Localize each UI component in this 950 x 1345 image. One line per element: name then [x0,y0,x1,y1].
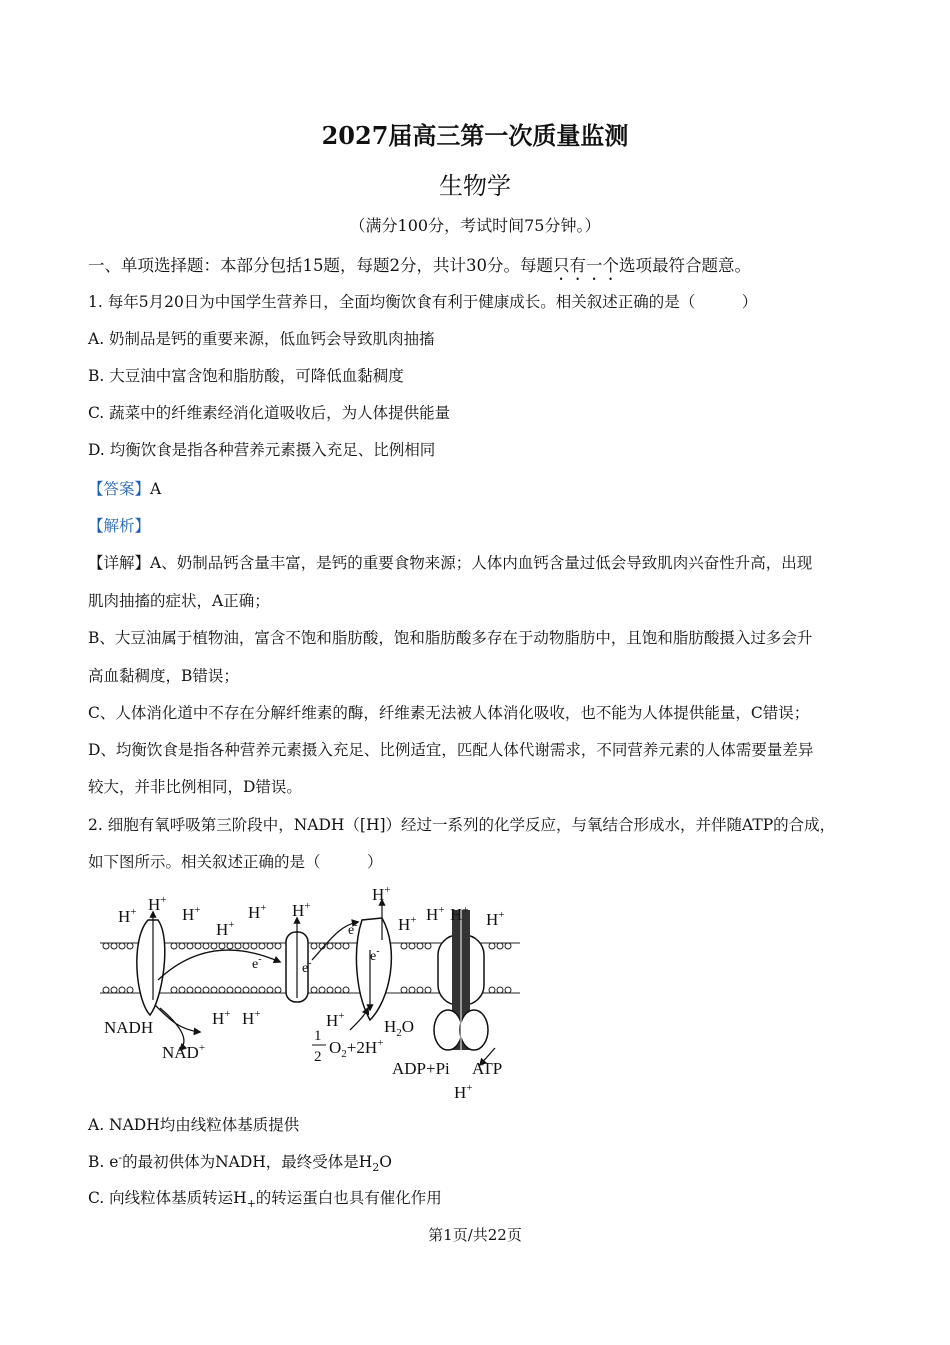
q2-option-c: C. 向线粒体基质转运$H_+$的转运蛋白也具有催化作用 [88,1189,442,1211]
adp-label: ADP+Pi [392,1059,450,1078]
q1-option-a: A. 奶制品是钙的重要来源，低血钙会导致肌肉抽搐 [88,330,435,348]
atp-label: ATP [472,1059,503,1078]
answer-value: A [150,480,162,498]
section-text-before: 一、单项选择题：本部分包括15题，每题2分，共计30分。每题 [88,256,553,275]
h-ion-label: H+ [182,904,201,924]
q1-detail-line: B、大豆油属于植物油，富含不饱和脂肪酸，饱和脂肪酸多存在于动物脂肪中，且饱和脂肪酸摄入过多会升 [88,629,813,647]
h-ion-label: H+ [398,914,417,934]
q2-option-a: A. NADH均由线粒体基质提供 [88,1116,300,1134]
page-footer: 第1页/共22页 [428,1226,522,1244]
fraction-denominator: 2 [314,1049,322,1065]
nadh-label: NADH [104,1018,154,1037]
electron-label: e- [370,946,380,964]
answer-tag: 【答案】 [88,480,151,498]
h-ion-label: H+ [148,894,167,914]
exam-note: （满分100分，考试时间75分钟。） [349,216,601,235]
q2-stem-line2: 如下图所示。相关叙述正确的是（ ） [88,853,383,871]
q1-answer [88,477,161,499]
electron-label: e- [252,954,262,972]
h-ion-label: H+ [426,904,445,924]
q1-detail-line: 较大，并非比例相同，D错误。 [88,778,302,796]
detail-tag: 【详解】 [88,554,151,572]
q1-stem: 1. 每年5月20日为中国学生营养日，全面均衡饮食有利于健康成长。相关叙述正确的是（ ） [88,293,758,311]
exam-title: 2027届高三第一次质量监测 [321,121,629,150]
q1-detail-line: D、均衡饮食是指各种营养元素摄入充足、比例适宜，匹配人体代谢需求，不同营养元素的人体需要量差异 [88,741,814,759]
section-heading [88,252,751,284]
nad-label: NAD+ [162,1042,206,1062]
q1-detail-line: 肌肉抽搐的症状，A正确； [88,592,270,610]
electron-label: e- [348,920,358,938]
q2-stem-line1: 2. 细胞有氧呼吸第三阶段中，NADH（[H]）经过一系列的化学反应，与氧结合形成水，并伴随ATP的合成， [88,816,836,834]
h-ion-label: H+ [118,906,137,926]
h-ion-label: H+ [248,902,267,922]
q1-option-d: D. 均衡饮食是指各种营养元素摄入充足、比例相同 [88,441,436,459]
q1-option-c: C. 蔬菜中的纤维素经消化道吸收后，为人体提供能量 [88,404,451,422]
electron-label: e- [302,958,312,976]
oxygen-label: $O_2+2H^+$ [329,1037,384,1060]
section-text-after: 选项最符合题意。 [619,256,751,275]
h-ion-label: H+ [292,900,311,920]
h-ion-label: H+ [454,1082,473,1102]
section-emphasis: 只有一个 [553,256,619,275]
fraction-numerator: 1 [314,1028,322,1044]
q1-option-b: B. 大豆油中富含饱和脂肪酸，可降低血黏稠度 [88,367,404,385]
q1-detail-line: 高血黏稠度，B错误； [88,667,239,685]
subject-title: 生物学 [439,172,511,200]
h-ion-label: H+ [326,1010,345,1030]
h-ion-label: H+ [212,1008,231,1028]
q2-option-b: B. e-的最初供体为NADH，最终受体是$H_2O$ [88,1150,392,1175]
complex-iv [356,918,391,1020]
q1-analysis-tag: 【解析】 [88,517,151,535]
electron-transport-figure [100,880,520,1105]
h-ion-label: H+ [242,1008,261,1028]
h2o-label: $H_2O$ [384,1017,415,1039]
q1-detail-line: C、人体消化道中不存在分解纤维素的酶，纤维素无法被人体消化吸收，也不能为人体提供能量，C错误； [88,704,810,722]
h-ion-label: H+ [372,884,391,904]
h-ion-label: H+ [216,919,235,939]
h-ion-label: H+ [486,909,505,929]
q1-detail-line: 【详解】A、奶制品钙含量丰富，是钙的重要食物来源；人体内血钙含量过低会导致肌肉兴奋性升高，出现 [88,554,813,572]
complex-i [137,920,165,1015]
h-ion-label: H+ [450,904,469,924]
